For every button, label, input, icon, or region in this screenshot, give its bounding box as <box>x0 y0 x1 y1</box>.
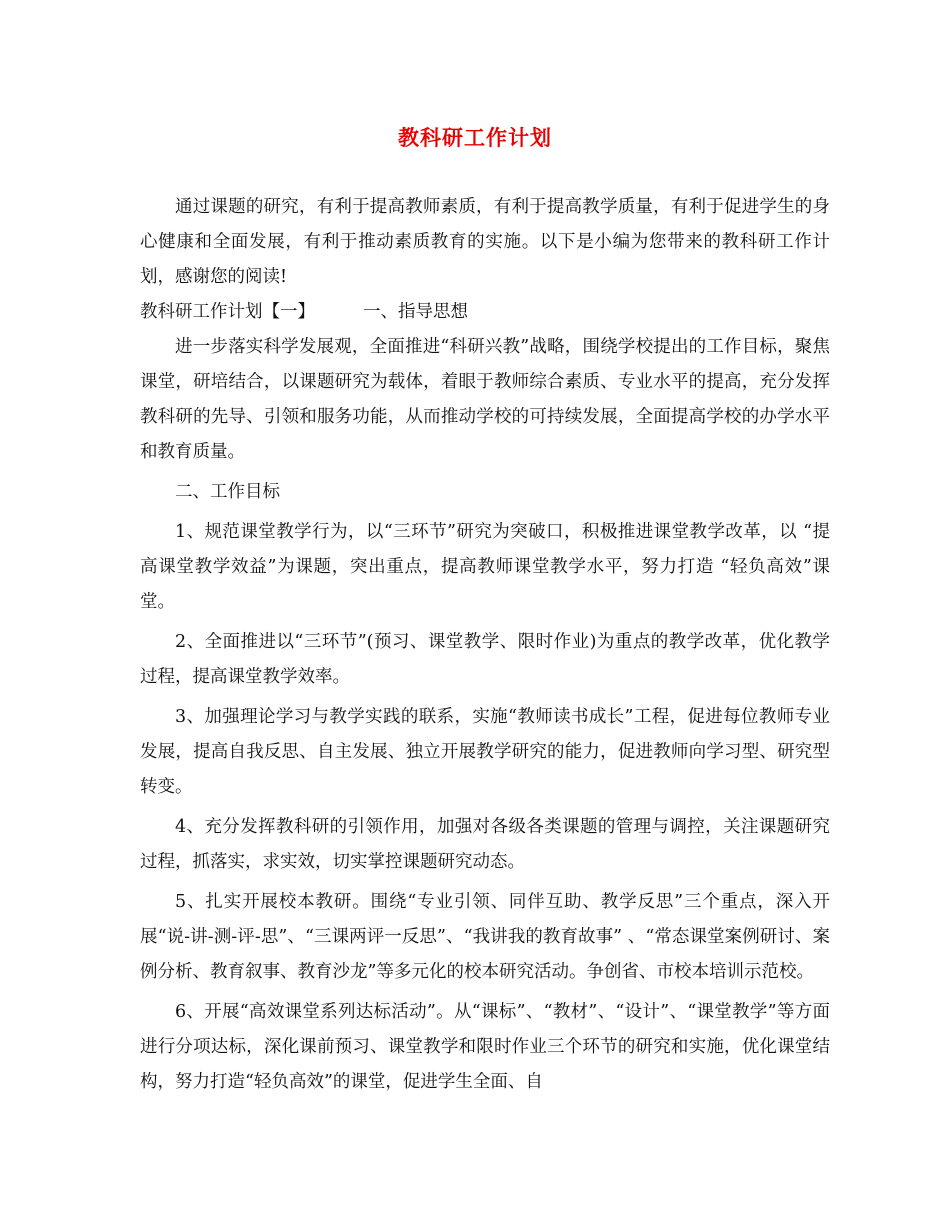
section1-heading: 一、指导思想 <box>363 302 468 322</box>
intro-paragraph: 通过课题的研究，有利于提高教师素质，有利于提高教学质量，有利于促进学生的身心健康和全面发展，有利于推动素质教育的实施。以下是小编为您带来的教科研工作计划，感谢您的阅读! <box>140 197 830 287</box>
goal-item-5: 5、扎实开展校本教研。围绕“专业引领、同伴互助、教学反思”三个重点，深入开展“说-讲-测-评-思”、“三课两评一反思”、“我讲我的教育故事” 、“常态课堂案例研讨、案例分析、教育叙事、教育沙龙”等多元化的校本研究活动。争创省、市校本培训示范校。 <box>140 892 830 982</box>
goal-item-6: 6、开展“高效课堂系列达标活动”。从“课标”、“教材”、“设计”、“课堂教学”等方面进行分项达标，深化课前预习、课堂教学和限时作业三个环节的研究和实施，优化课堂结构，努力打造“轻负高效”的课堂，促进学生全面、自 <box>140 1002 830 1092</box>
section1-paragraph: 进一步落实科学发展观，全面推进“科研兴教”战略，围绕学校提出的工作目标，聚焦课堂，研培结合，以课题研究为载体，着眼于教师综合素质、专业水平的提高，充分发挥教科研的先导、引领和服务功能，从而推动学校的可持续发展，全面提高学校的办学水平和教育质量。 <box>140 337 830 462</box>
goal-item-4: 4、充分发挥教科研的引领作用，加强对各级各类课题的管理与调控，关注课题研究过程，抓落实，求实效，切实掌控课题研究动态。 <box>140 817 830 872</box>
goal-item-3: 3、加强理论学习与教学实践的联系，实施“教师读书成长”工程，促进每位教师专业发展，提高自我反思、自主发展、独立开展教学研究的能力，促进教师向学习型、研究型转变。 <box>140 707 830 797</box>
goal-item-1: 1、规范课堂教学行为，以“三环节”研究为突破口，积极推进课堂教学改革，以 “提高课堂教学效益”为课题，突出重点，提高教师课堂教学水平，努力打造 “轻负高效”课堂。 <box>140 522 830 612</box>
section2-heading: 二、工作目标 <box>175 482 280 502</box>
goal-item-2: 2、全面推进以“三环节”(预习、课堂教学、限时作业)为重点的教学改革，优化教学过程，提高课堂教学效率。 <box>140 632 830 687</box>
plan-heading-line <box>140 295 830 330</box>
document-title: 教科研工作计划 <box>398 125 552 150</box>
document-body <box>140 190 830 1100</box>
plan-label: 教科研工作计划【一】 <box>140 302 315 322</box>
